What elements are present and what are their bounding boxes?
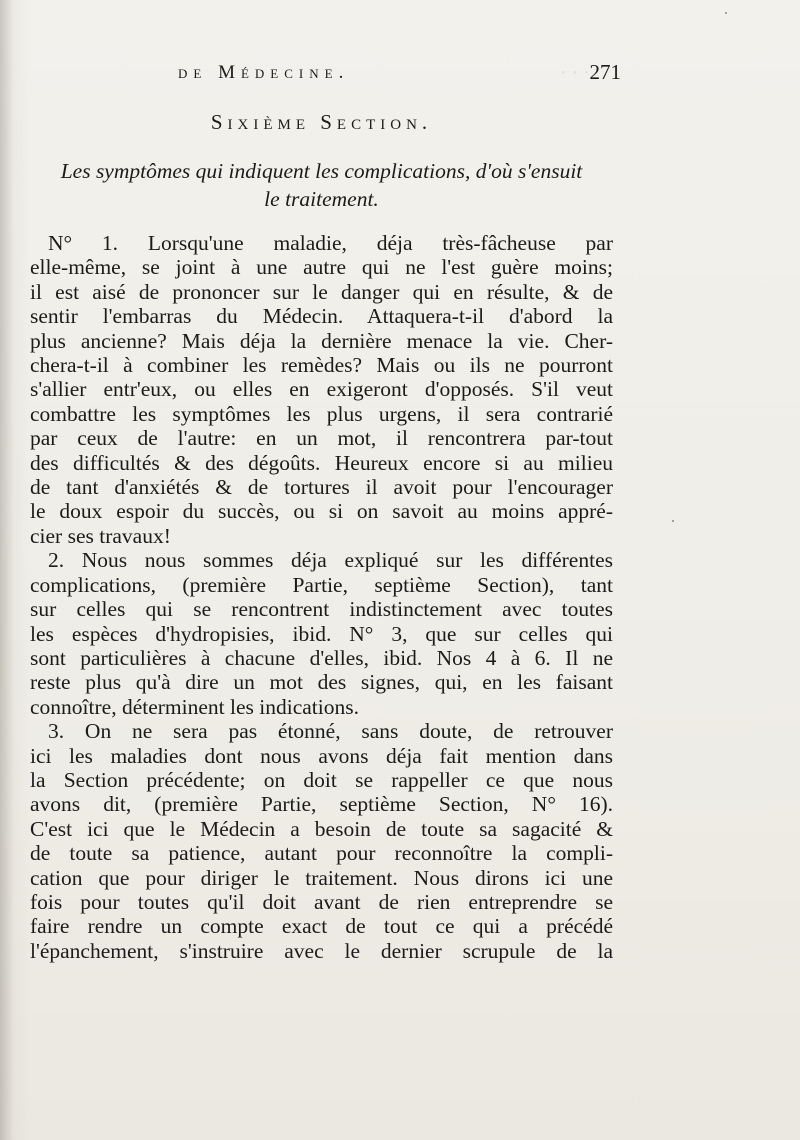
text-line: la Section précédente; on doit se rappeller ce que nous — [30, 767, 613, 792]
paragraph-2 — [30, 548, 613, 719]
text-line: plus ancienne? Mais déja la dernière menace la vie. Cher- — [30, 328, 613, 353]
text-line: par ceux de l'autre: en un mot, il rencontrera par-tout — [30, 426, 613, 451]
page-number: 271 — [589, 60, 621, 84]
paper-speck — [672, 520, 674, 522]
text-line: de tant d'anxiétés & de tortures il avoit pour l'encourager — [30, 475, 613, 500]
text-line: le doux espoir du succès, ou si on savoit au moins appré- — [30, 499, 613, 524]
text-line: N° 1. Lorsqu'une maladie, déja très-fâcheuse par — [48, 231, 613, 255]
paragraph-3 — [30, 719, 613, 963]
text-line: fois pour toutes qu'il doit avant de rien entreprendre se — [30, 889, 613, 914]
text-line: ici les maladies dont nous avons déja fait mention dans — [30, 743, 613, 768]
page-text-block — [30, 58, 621, 963]
text-line: les espèces d'hydropisies, ibid. N° 3, que sur celles qui — [30, 621, 613, 646]
paper-speck — [725, 12, 727, 14]
text-line: chera-t-il à combiner les remèdes? Mais ou ils ne pourront — [30, 353, 613, 378]
text-line: des difficultés & des dégoûts. Heureux encore si au milieu — [30, 450, 613, 475]
text-line: l'épanchement, s'instruire avec le dernier scrupule de la — [30, 938, 613, 963]
chapter-title-line-1: Les symptômes qui indiquent les complications, d'où s'ensuit — [60, 159, 583, 183]
text-line: 3. On ne sera pas étonné, sans doute, de retrouver — [48, 719, 613, 744]
text-line: 2. Nous nous sommes déja expliqué sur les différentes — [48, 548, 613, 573]
text-line: reste plus qu'à dire un mot des signes, qui, en les faisant — [30, 670, 613, 695]
text-line: sentir l'embarras du Médecin. Attaquera-t-il d'abord la — [30, 304, 613, 329]
text-line: sont particulières à chacune d'elles, ibid. Nos 4 à 6. Il ne — [30, 645, 613, 670]
text-line: faire rendre un compte exact de tout ce qui a précédé — [30, 914, 613, 939]
page-header — [30, 58, 621, 92]
text-line: elle-même, se joint à une autre qui ne l'est guère moins; — [30, 255, 613, 280]
text-line: sur celles qui se rencontrent indistinctement avec toutes — [30, 597, 613, 622]
chapter-title — [30, 157, 613, 213]
text-line: complications, (première Partie, septième Section), tant — [30, 572, 613, 597]
section-title: Sixième Section. — [210, 110, 433, 134]
text-line: il est aisé de prononcer sur le danger qui en résulte, & de — [30, 279, 613, 304]
text-line: avons dit, (première Partie, septième Section, N° 16). — [30, 792, 613, 817]
text-line: cier ses travaux! — [30, 523, 171, 548]
paragraph-1 — [30, 231, 613, 548]
running-head: de Médecine. — [178, 62, 350, 83]
bleed-through-text: · · · — [560, 62, 590, 84]
text-line: cation que pour diriger le traitement. Nous dirons ici une — [30, 865, 613, 890]
text-line: combattre les symptômes les plus urgens, il sera contrarié — [30, 401, 613, 426]
text-line: C'est ici que le Médecin a besoin de toute sa sagacité & — [30, 816, 613, 841]
text-line: s'allier entr'eux, ou elles en exigeront d'opposés. S'il veut — [30, 377, 613, 402]
chapter-title-line-2: le traitement. — [264, 187, 379, 211]
text-line: connoître, déterminent les indications. — [30, 694, 359, 719]
text-line: de toute sa patience, autant pour reconnoître la compli- — [30, 841, 613, 866]
